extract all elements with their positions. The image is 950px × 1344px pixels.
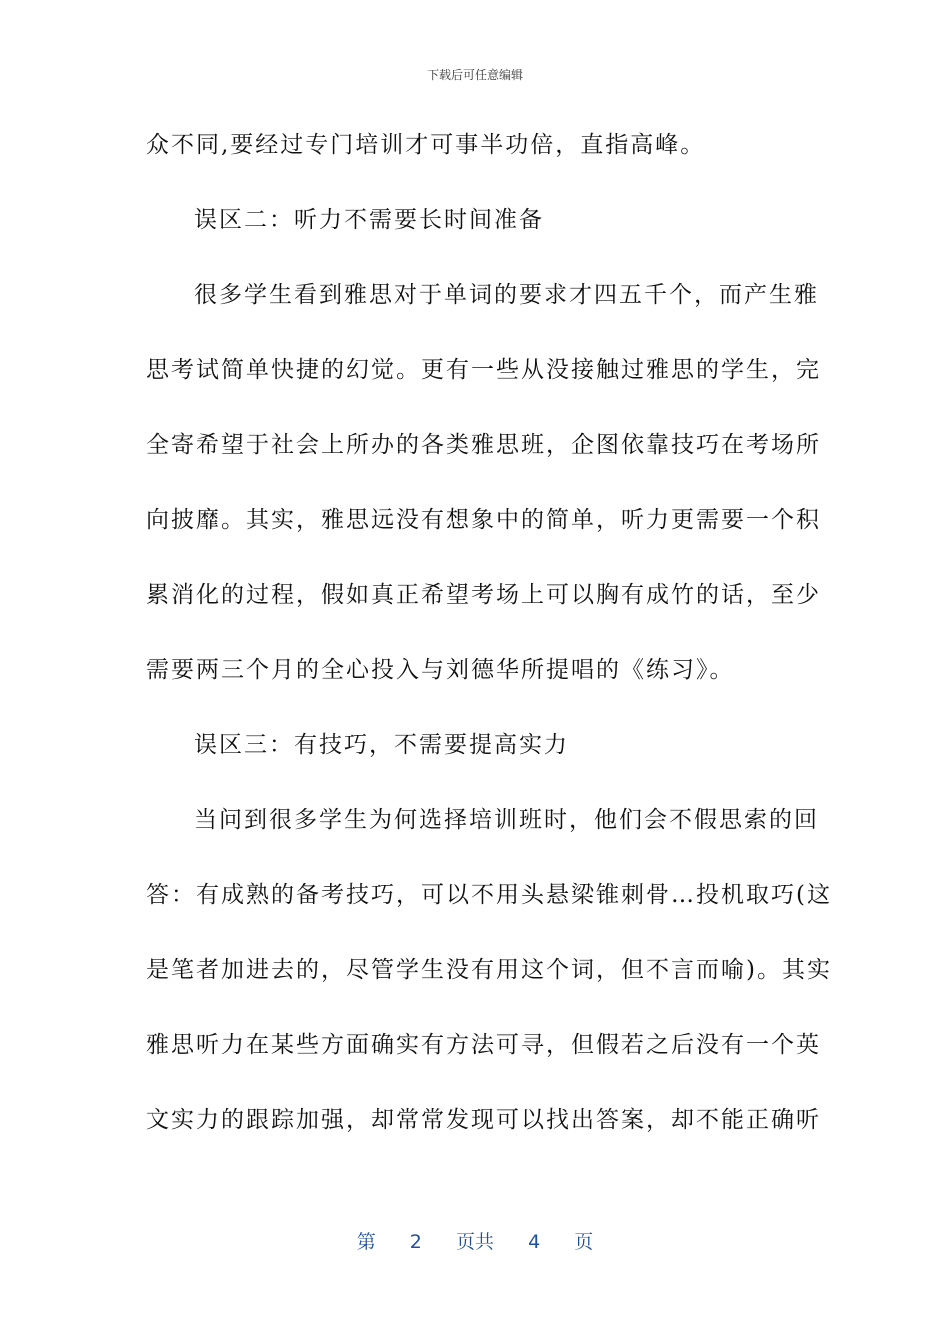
paragraph-line: 需要两三个月的全心投入与刘德华所提唱的《练习》。: [146, 657, 735, 683]
paragraph-line: 思考试简单快捷的幻觉。更有一些从没接触过雅思的学生，完: [146, 357, 821, 383]
paragraph-line: 很多学生看到雅思对于单词的要求才四五千个，而产生雅: [194, 282, 819, 308]
footer-total-pages: 4: [528, 1231, 541, 1253]
paragraph-line: 答：有成熟的备考技巧，可以不用头悬梁锥刺骨…投机取巧(这: [146, 882, 832, 908]
paragraph-line: 全寄希望于社会上所办的各类雅思班，企图依靠技巧在考场所: [146, 432, 821, 458]
header-note: 下载后可任意编辑: [426, 68, 523, 82]
paragraph-line: 当问到很多学生为何选择培训班时，他们会不假思索的回: [194, 807, 819, 833]
section-heading: 误区二：听力不需要长时间准备: [194, 207, 544, 233]
paragraph-line: 众不同,要经过专门培训才可事半功倍，直指高峰。: [146, 132, 706, 158]
footer-page-number: 2: [409, 1231, 422, 1253]
footer-ye: 页: [574, 1231, 594, 1253]
page-footer: [0, 1227, 950, 1254]
footer-di: 第: [356, 1231, 376, 1253]
paragraph-line: 文实力的跟踪加强，却常常发现可以找出答案，却不能正确听: [146, 1107, 821, 1133]
footer-ye-gong: 页共: [455, 1231, 494, 1253]
section-heading: 误区三：有技巧，不需要提高实力: [194, 732, 569, 758]
paragraph-line: 是笔者加进去的，尽管学生没有用这个词，但不言而喻)。其实: [146, 957, 832, 983]
paragraph-line: 雅思听力在某些方面确实有方法可寻，但假若之后没有一个英: [146, 1032, 821, 1058]
paragraph-line: 向披靡。其实，雅思远没有想象中的简单，听力更需要一个积: [146, 507, 821, 533]
paragraph-line: 累消化的过程，假如真正希望考场上可以胸有成竹的话，至少: [146, 582, 821, 608]
